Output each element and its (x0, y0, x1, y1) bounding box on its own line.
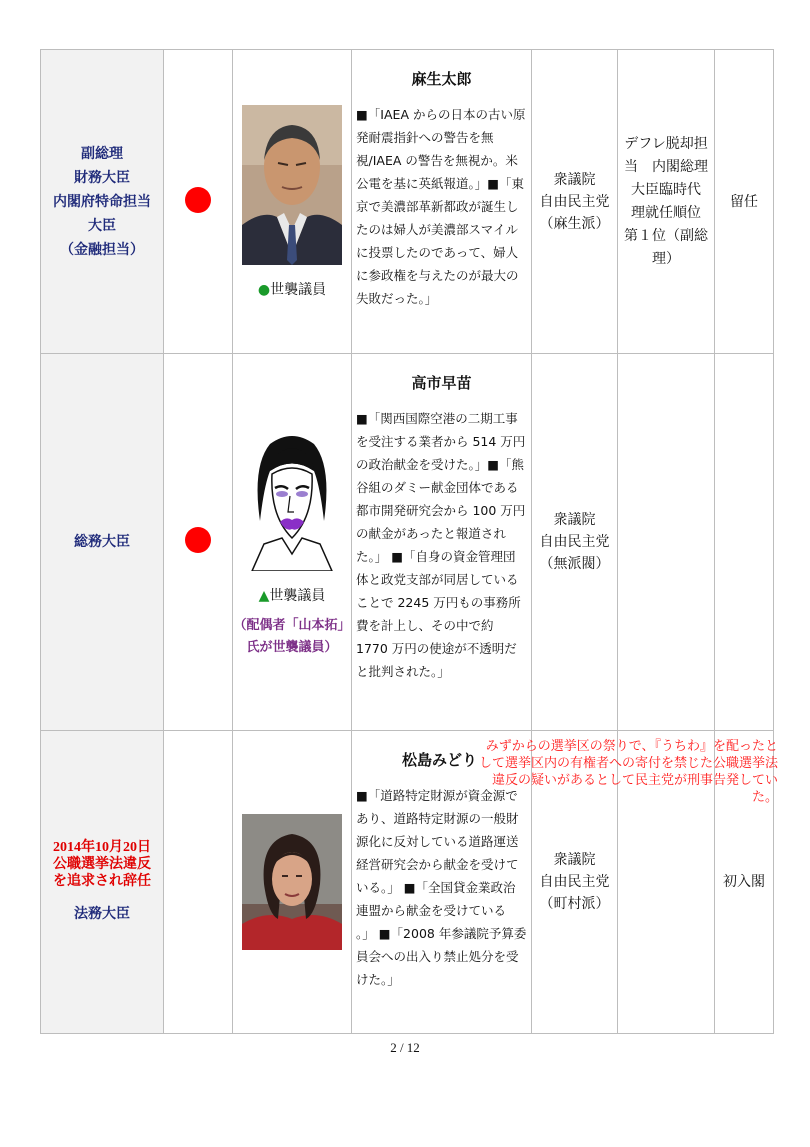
role-cell (618, 50, 715, 354)
role-line: 大臣臨時代 (631, 181, 701, 198)
photo-cell (233, 50, 352, 354)
resignation-line: 公職選挙法違反 (53, 856, 151, 872)
description-cell (352, 354, 532, 731)
role-line: デフレ脱却担 (624, 135, 708, 152)
hereditary-label: ●世襲議員 (257, 281, 327, 298)
overlay-line: 違反の疑いがあるとして民主党が刑事告発していた。 (491, 772, 778, 804)
house-line: 自由民主党 (539, 874, 610, 890)
cabinet-table (40, 49, 774, 1034)
role-cell (618, 354, 715, 731)
resignation-note (41, 839, 163, 890)
description-text: ■「関西国際空港の二期工事を受注する業者から 514 万円の政治献金を受けた。」■「熊谷組のダミー献金団体である都市開発研究会から 100 万円の献金があったと報道された。」 ■「自身の資金管理団体と政党支部が同居していることで 2245 万円もの事務所費を計上し、その中で約 1770 万円の使途が不透明だと批判された。」 (356, 411, 526, 679)
post-line: 法務大臣 (74, 905, 130, 922)
description-text: ■「道路特定財源が資金源であり、道路特定財源の一般財源化に反対している道路運送経営研究会から献金を受けている。」 ■「全国貸金業政治連盟から献金を受けている 。」 ■「2008 年参議院予算委員会への出入り禁止処分を受けた。」 (356, 788, 527, 987)
house-cell (532, 50, 618, 354)
table-row (41, 50, 774, 354)
status-cell (715, 354, 774, 731)
hereditary-label (233, 585, 351, 605)
house-line: 衆議院 (553, 852, 596, 868)
spouse-note (233, 615, 351, 659)
role-line: 第１位（副総 (624, 227, 708, 244)
portrait-photo (242, 105, 342, 265)
role-line: 理） (652, 250, 680, 267)
house-line: 自由民主党 (539, 534, 610, 550)
mark-cell (164, 50, 233, 354)
overlay-line: して選挙区内の有権者への寄付を禁じた公職選挙法 (478, 755, 778, 770)
mark-cell (164, 731, 233, 1034)
hereditary-text: ▲世襲議員 (258, 587, 326, 604)
house-line: 衆議院 (553, 171, 596, 188)
post-line: 総務大臣 (74, 534, 130, 550)
red-dot-icon (185, 527, 211, 553)
post-line: 副総理 (81, 145, 123, 162)
minister-name: 高市早苗 (411, 374, 472, 392)
house-line: 衆議院 (553, 512, 596, 528)
spouse-note-line: （配偶者「山本拓」 (233, 617, 351, 633)
house-line: （麻生派） (539, 215, 610, 232)
post-cell (41, 50, 164, 354)
page-number: 2 / 12 (390, 1040, 420, 1055)
minister-name: 麻生太郎 (411, 70, 472, 88)
caricature-drawing (242, 426, 342, 571)
resignation-line: 2014年10月20日 (53, 839, 151, 855)
resignation-line: を追求され辞任 (53, 873, 151, 889)
status-cell (715, 50, 774, 354)
status-text: 初入閣 (723, 874, 765, 890)
house-line: （無派閥） (539, 556, 610, 572)
portrait-photo (242, 814, 342, 950)
description-cell (352, 50, 532, 354)
house-cell (532, 354, 618, 731)
post-line: 大臣 (88, 217, 116, 234)
post-line: 内閣府特命担当 (53, 193, 151, 210)
photo-cell (233, 731, 352, 1034)
post-cell (41, 354, 164, 731)
post-line: 財務大臣 (74, 169, 130, 186)
photo-cell (233, 354, 352, 731)
description-text: ■「IAEA からの日本の古い原発耐震指針への警告を無視/IAEA の警告を無視か。米公電を基に英紙報道。」■「東京で美濃部革新都政が誕生したのは婦人が美濃部スマイルに投票したのであって、婦人に参政権を与えたのが最大の失敗だった。」 (356, 107, 526, 306)
house-line: 自由民主党 (539, 193, 610, 210)
role-line: 当 内閣総理 (624, 158, 708, 175)
mark-cell (164, 354, 233, 731)
accusation-overlay-note (478, 737, 778, 805)
minister-name: 松島みどり (402, 751, 478, 769)
spouse-note-line: 氏が世襲議員） (246, 639, 338, 655)
table-row (41, 354, 774, 731)
house-line: （町村派） (539, 896, 610, 912)
role-line: 理就任順位 (631, 204, 701, 221)
post-line: （金融担当） (60, 241, 144, 258)
status-text: 留任 (730, 193, 758, 210)
post-cell (41, 731, 164, 1034)
red-dot-icon (185, 187, 211, 213)
overlay-line: みずからの選挙区の祭りで、『うちわ』を配ったと (485, 738, 778, 753)
